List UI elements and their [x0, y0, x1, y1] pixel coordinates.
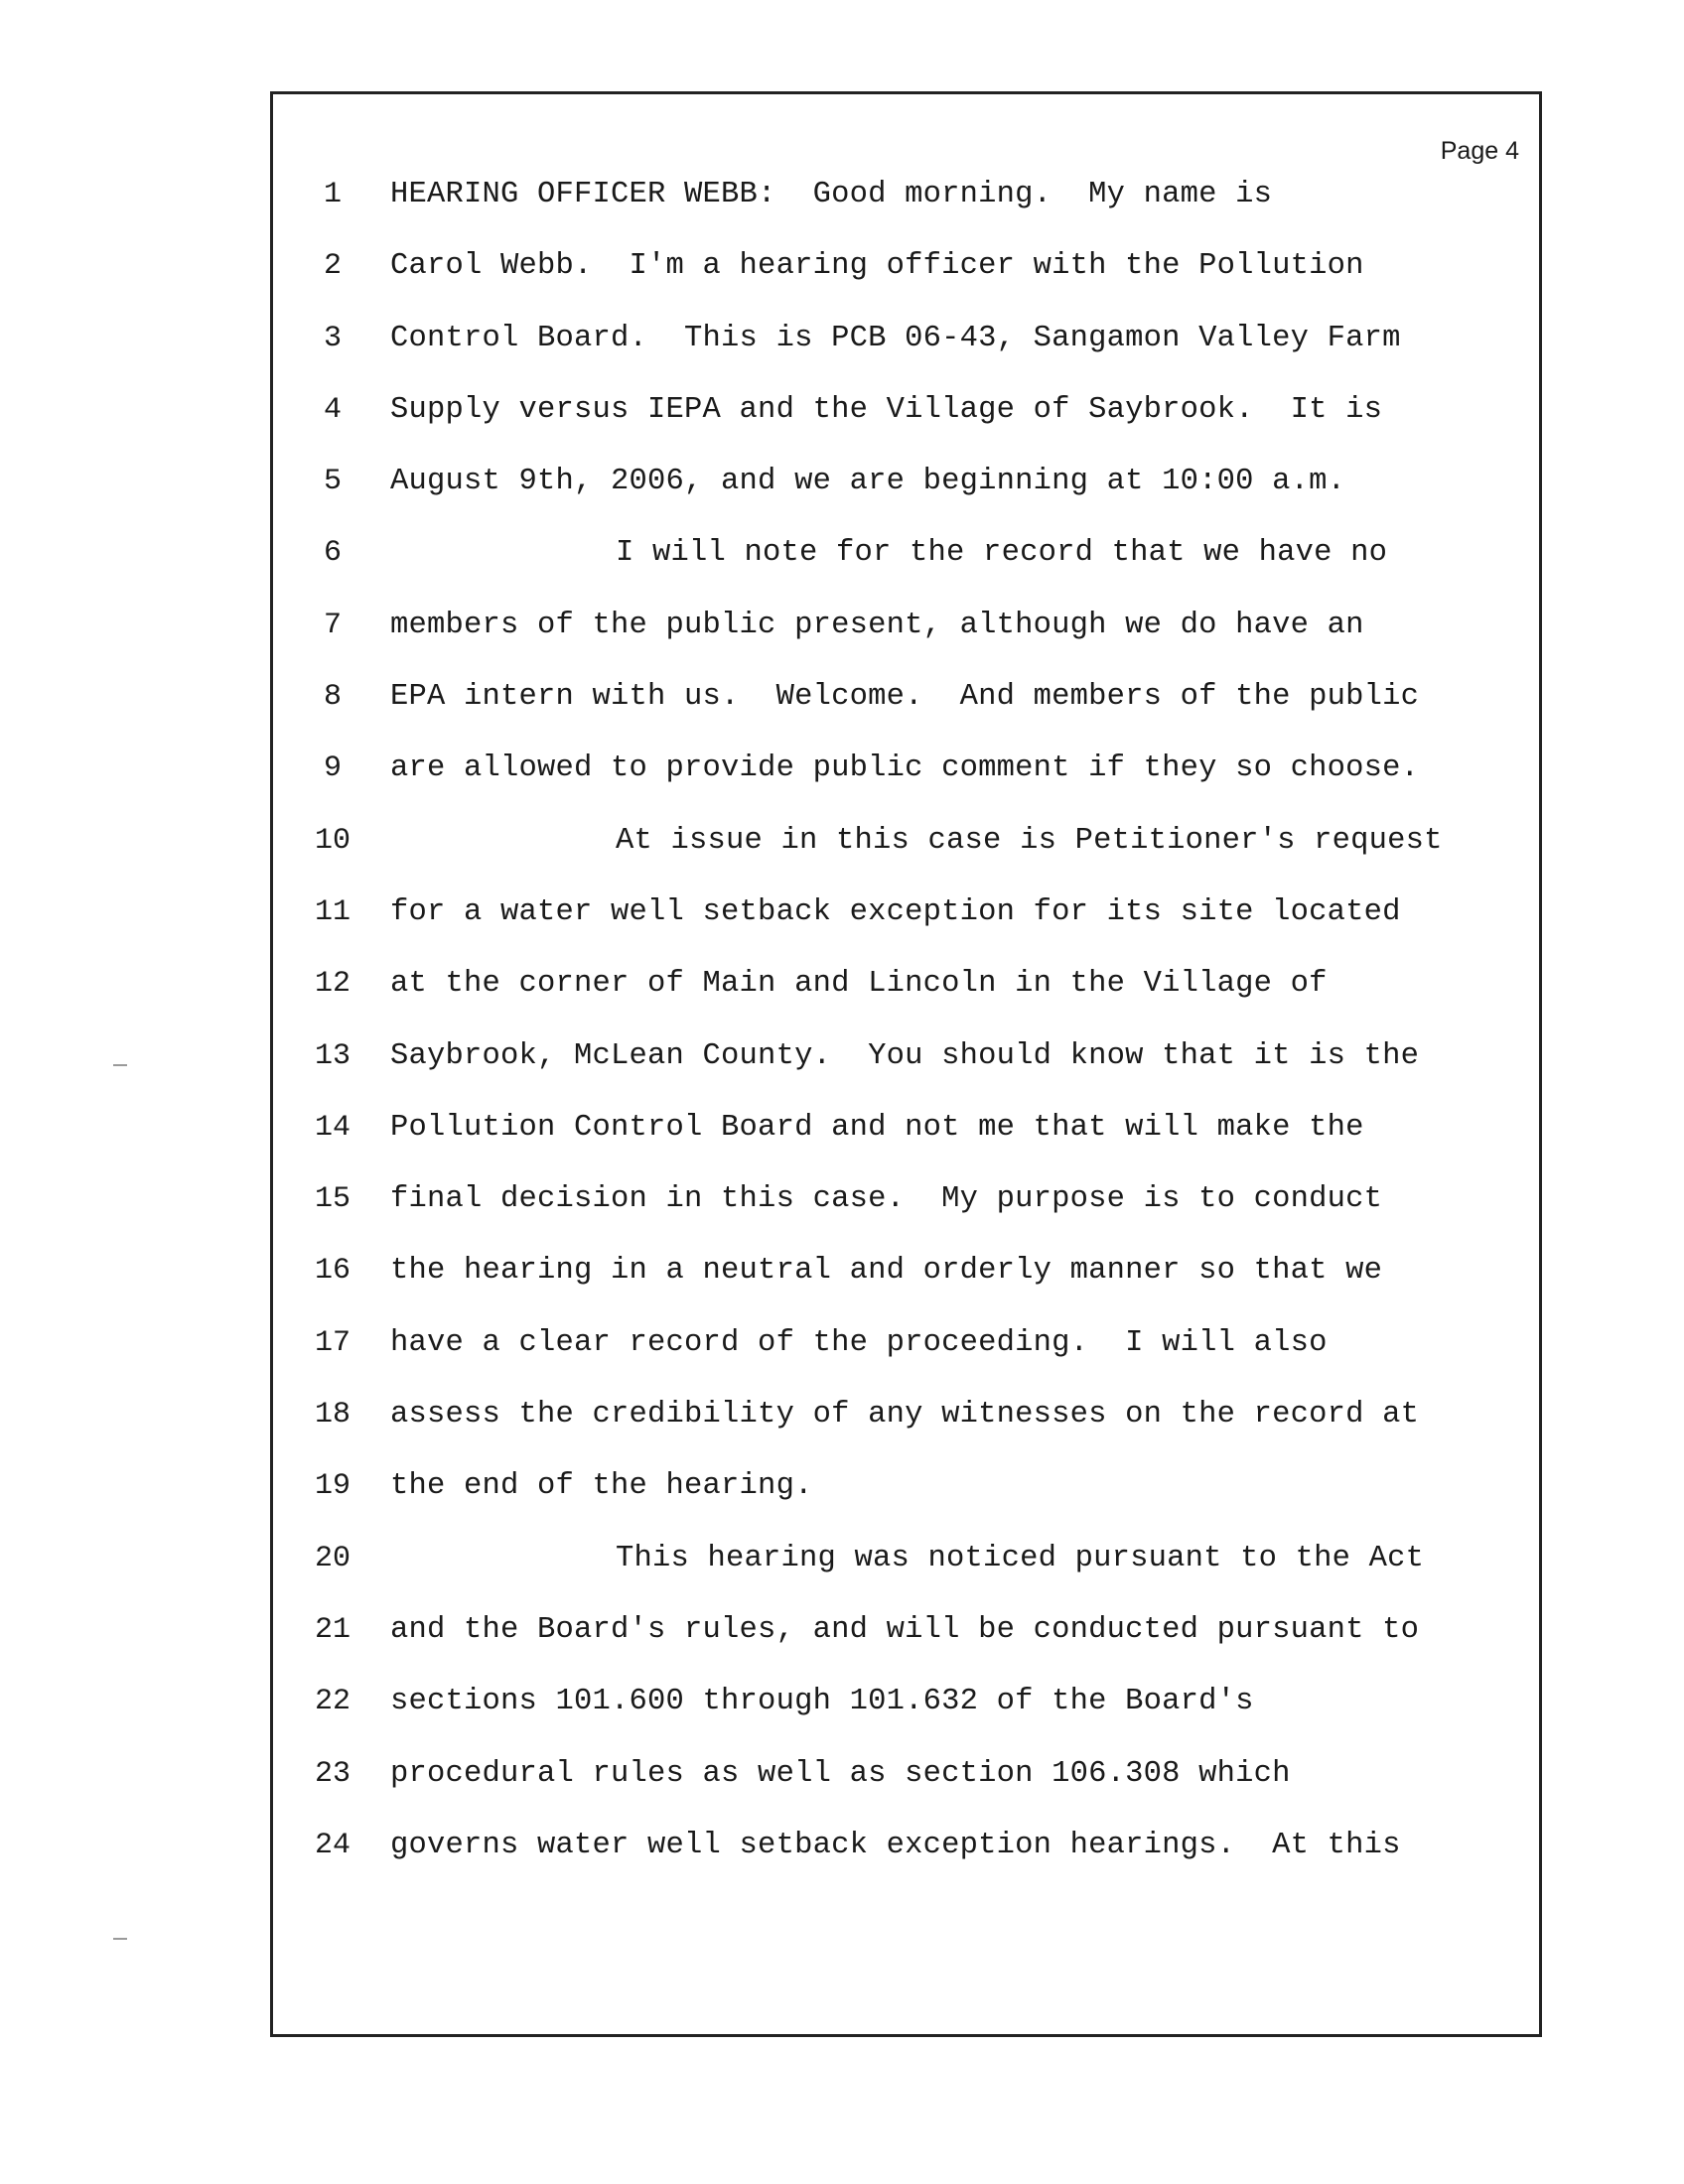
transcript-line	[273, 590, 1539, 661]
line-number: 13	[314, 1038, 351, 1073]
line-number: 21	[314, 1612, 351, 1647]
transcript-line	[273, 1235, 1539, 1306]
page-number: Page 4	[1440, 137, 1519, 165]
line-text: procedural rules as well as section 106.308 which	[390, 1756, 1291, 1791]
line-text: and the Board's rules, and will be conducted pursuant to	[390, 1612, 1420, 1647]
line-text: Saybrook, McLean County. You should know that it is the	[390, 1038, 1420, 1073]
transcript-line	[273, 159, 1539, 230]
line-text: governs water well setback exception hearings. At this	[390, 1828, 1401, 1862]
line-text: Carol Webb. I'm a hearing officer with the Pollution	[390, 249, 1364, 284]
transcript-line	[273, 877, 1539, 948]
line-text: EPA intern with us. Welcome. And members of the public	[390, 680, 1420, 715]
transcript-line	[273, 1379, 1539, 1450]
line-number: 24	[314, 1828, 351, 1862]
line-number: 5	[323, 465, 342, 499]
line-text: are allowed to provide public comment if they so choose.	[390, 751, 1420, 786]
transcript-line	[273, 1307, 1539, 1379]
line-number: 4	[323, 392, 342, 427]
line-text: assess the credibility of any witnesses on the record at	[390, 1398, 1420, 1433]
line-text: the end of the hearing.	[390, 1469, 813, 1504]
line-number: 6	[323, 536, 342, 571]
transcript-line	[273, 1738, 1539, 1810]
transcript-lines	[273, 159, 1539, 1881]
line-number: 7	[323, 608, 342, 642]
line-text: I will note for the record that we have no	[616, 536, 1388, 571]
line-text: members of the public present, although we do have an	[390, 608, 1364, 642]
transcript-line	[273, 1092, 1539, 1163]
line-number: 9	[323, 751, 342, 786]
line-number: 8	[323, 680, 342, 715]
line-number: 23	[314, 1756, 351, 1791]
line-text: have a clear record of the proceeding. I will also	[390, 1325, 1328, 1360]
transcript-line	[273, 446, 1539, 517]
line-text: final decision in this case. My purpose is to conduct	[390, 1182, 1383, 1217]
transcript-line	[273, 1523, 1539, 1594]
transcript-line	[273, 1450, 1539, 1522]
transcript-line	[273, 1594, 1539, 1666]
line-text: August 9th, 2006, and we are beginning at 10:00 a.m.	[390, 465, 1346, 499]
transcript-line	[273, 661, 1539, 733]
line-text: Control Board. This is PCB 06-43, Sangamon Valley Farm	[390, 321, 1401, 355]
transcript-line	[273, 374, 1539, 446]
line-number: 18	[314, 1398, 351, 1433]
transcript-line	[273, 733, 1539, 804]
transcript-line	[273, 517, 1539, 589]
transcript-line	[273, 1021, 1539, 1092]
line-text: HEARING OFFICER WEBB: Good morning. My name is	[390, 178, 1273, 211]
line-text: for a water well setback exception for its site located	[390, 894, 1401, 929]
transcript-line	[273, 1810, 1539, 1881]
line-number: 1	[323, 178, 342, 211]
line-number: 15	[314, 1182, 351, 1217]
transcript-line	[273, 1163, 1539, 1235]
line-text: Supply versus IEPA and the Village of Saybrook. It is	[390, 392, 1383, 427]
line-number: 2	[323, 249, 342, 284]
margin-tick-mark	[113, 1064, 127, 1066]
line-text: at the corner of Main and Lincoln in the Village of	[390, 967, 1328, 1002]
line-number: 11	[314, 894, 351, 929]
line-number: 12	[314, 967, 351, 1002]
line-number: 3	[323, 321, 342, 355]
line-number: 19	[314, 1469, 351, 1504]
line-text: This hearing was noticed pursuant to the Act	[616, 1541, 1425, 1575]
line-text: At issue in this case is Petitioner's request	[616, 823, 1443, 858]
transcript-line	[273, 948, 1539, 1020]
line-text: Pollution Control Board and not me that will make the	[390, 1110, 1364, 1145]
line-number: 20	[314, 1541, 351, 1575]
transcript-line	[273, 230, 1539, 302]
line-text: the hearing in a neutral and orderly manner so that we	[390, 1254, 1383, 1289]
transcript-line	[273, 805, 1539, 877]
line-number: 22	[314, 1685, 351, 1719]
transcript-line	[273, 1666, 1539, 1737]
line-text: sections 101.600 through 101.632 of the Board's	[390, 1685, 1254, 1719]
transcript-page	[270, 91, 1542, 2037]
transcript-line	[273, 303, 1539, 374]
line-number: 14	[314, 1110, 351, 1145]
margin-tick-mark	[113, 1938, 127, 1940]
line-number: 17	[314, 1325, 351, 1360]
line-number: 10	[314, 823, 351, 858]
line-number: 16	[314, 1254, 351, 1289]
